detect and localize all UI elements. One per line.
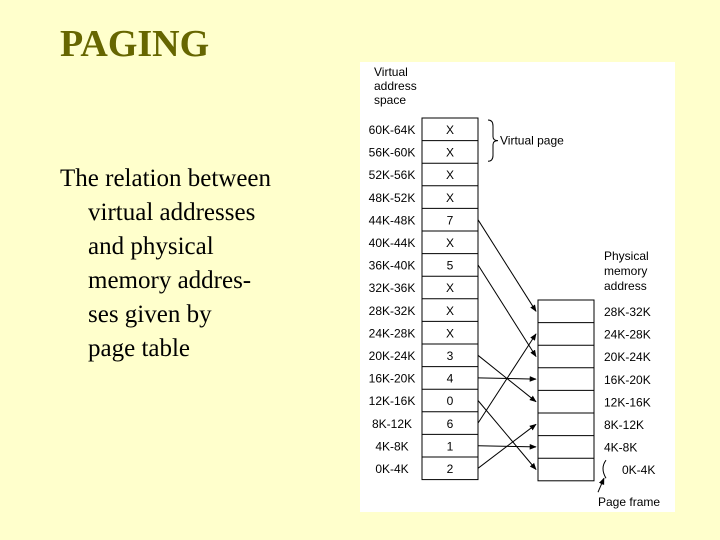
- page-table-entry: 3: [446, 349, 454, 363]
- physical-address-range: 0K-4K: [622, 463, 656, 478]
- page-table-entry: 0: [446, 394, 454, 409]
- virtual-address-range: 12K-16K: [368, 394, 416, 409]
- physical-memory-header-line: Physical: [604, 249, 649, 263]
- virtual-address-range: 44K-48K: [368, 213, 416, 228]
- virtual-address-range: 60K-64K: [368, 123, 416, 137]
- physical-address-range: 4K-8K: [604, 440, 638, 455]
- page-table-entry: 6: [446, 416, 454, 431]
- body-line: page table: [88, 335, 191, 362]
- page-table-entry: X: [445, 303, 455, 318]
- paging-diagram-svg: [360, 62, 675, 512]
- virtual-page-brace: [488, 120, 498, 161]
- virtual-address-range: 20K-24K: [368, 349, 416, 363]
- page-table-entry: 4: [446, 371, 454, 386]
- page-frame-label: Page frame: [598, 495, 661, 509]
- physical-address-range: 20K-24K: [604, 350, 651, 365]
- page-table-entry: 2: [446, 462, 454, 476]
- page-table-entry: 7: [446, 213, 454, 228]
- physical-address-range: 28K-32K: [604, 305, 651, 319]
- virtual-space-header-line: space: [374, 93, 407, 107]
- page-table-entry: X: [445, 123, 455, 137]
- page-table-entry: X: [445, 190, 455, 205]
- virtual-address-range: 36K-40K: [368, 258, 416, 273]
- physical-address-range: 12K-16K: [604, 395, 651, 410]
- virtual-address-range: 24K-28K: [368, 326, 416, 341]
- body-line: virtual addresses: [88, 199, 256, 226]
- paging-diagram: [360, 62, 675, 512]
- virtual-address-range: 8K-12K: [371, 416, 413, 431]
- body-line: and physical: [88, 233, 214, 260]
- page-table-entry: X: [445, 168, 455, 183]
- page-table-entry: X: [445, 326, 455, 341]
- page-frame-pointer: [598, 478, 604, 492]
- physical-address-range: 8K-12K: [604, 418, 645, 432]
- page-table-entry: X: [445, 145, 455, 160]
- body-line: memory addres-: [88, 267, 252, 294]
- physical-memory-header-line: address: [604, 279, 647, 293]
- page-frame-brace: [603, 460, 606, 478]
- virtual-address-range: 52K-56K: [368, 168, 416, 183]
- virtual-page-label: Virtual page: [500, 133, 564, 148]
- virtual-space-header-line: address: [374, 79, 417, 93]
- page-table-entry: X: [445, 236, 455, 250]
- mapping-arrow: [478, 401, 536, 470]
- slide-title: PAGING: [60, 23, 210, 65]
- virtual-address-range: 28K-32K: [368, 303, 416, 318]
- page-table-entry: 1: [446, 439, 454, 454]
- virtual-address-range: 0K-4K: [375, 462, 409, 476]
- page-table-entry: X: [445, 281, 455, 296]
- virtual-address-range: 32K-36K: [368, 281, 416, 296]
- body-line: ses given by: [88, 301, 212, 328]
- mapping-arrow: [478, 265, 536, 357]
- page-table-entry: 5: [446, 258, 454, 273]
- body-line: The relation between: [60, 165, 272, 192]
- physical-address-range: 24K-28K: [604, 327, 651, 342]
- virtual-space-header-line: Virtual: [374, 65, 408, 79]
- physical-address-range: 16K-20K: [604, 372, 651, 387]
- virtual-address-range: 56K-60K: [368, 145, 416, 160]
- virtual-address-range: 16K-20K: [368, 371, 416, 386]
- virtual-address-range: 40K-44K: [368, 236, 416, 250]
- virtual-address-range: 48K-52K: [368, 190, 416, 205]
- virtual-address-range: 4K-8K: [375, 439, 409, 454]
- mapping-arrow: [478, 220, 536, 312]
- physical-memory-header-line: memory: [604, 264, 648, 278]
- slide-body-text: [60, 162, 340, 366]
